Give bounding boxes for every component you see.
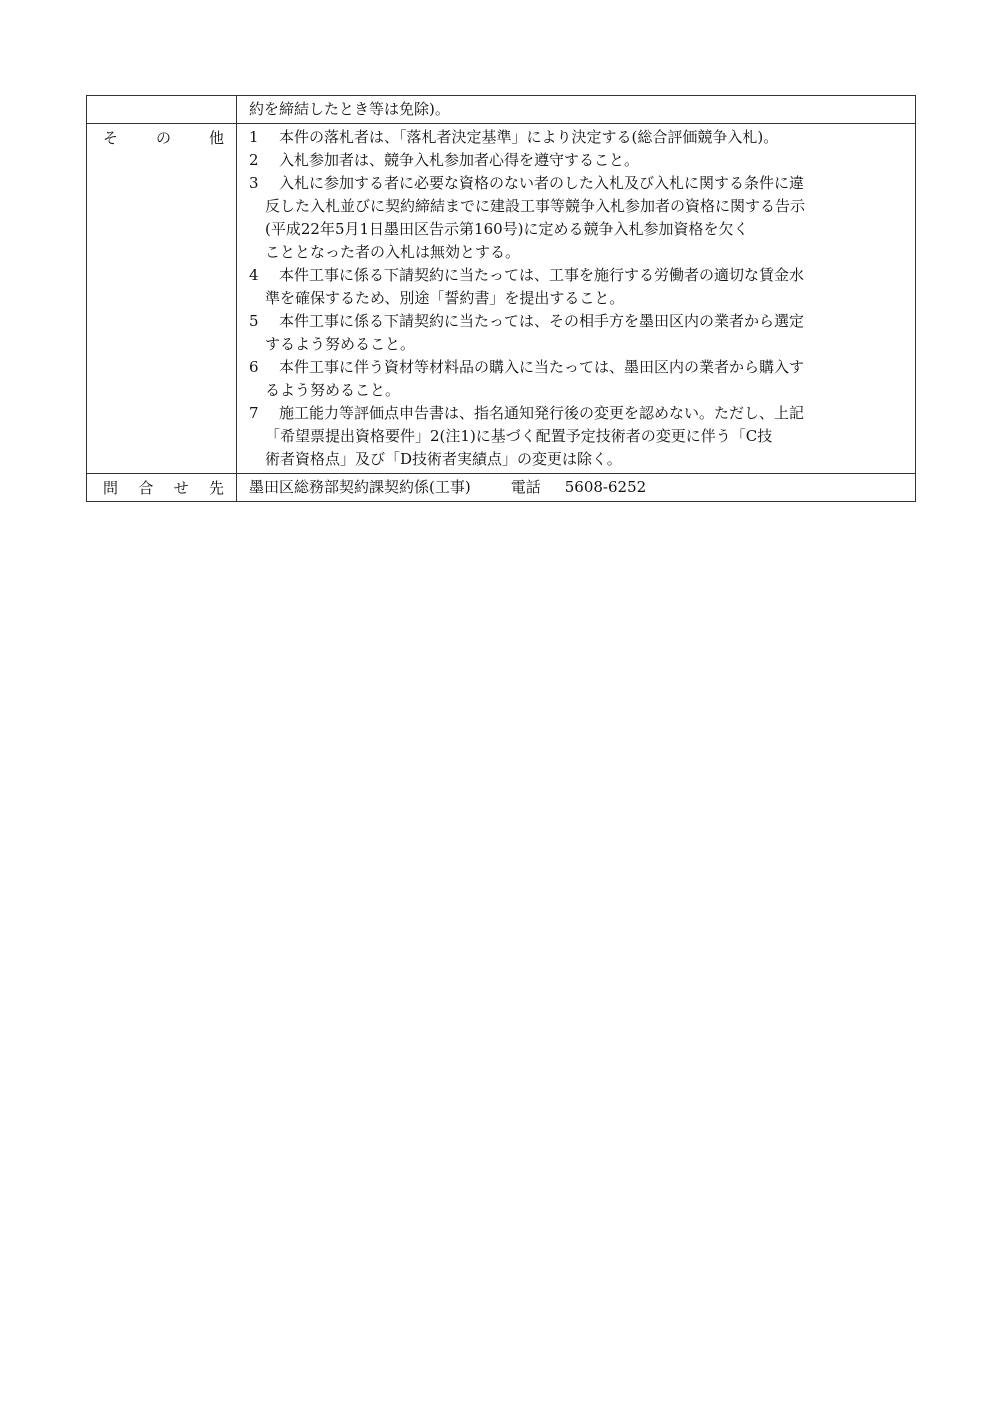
item-text: るよう努めること。 (265, 381, 401, 399)
item-number: 5 (249, 312, 259, 330)
list-item (249, 264, 907, 310)
label-cell-empty (87, 96, 237, 124)
label-char: せ (173, 479, 189, 497)
item-number: 1 (249, 128, 259, 146)
label-char: 先 (208, 479, 224, 497)
row-label-other (87, 124, 236, 150)
item-text: 入札参加者は、競争入札参加者心得を遵守すること。 (279, 151, 640, 169)
item-text: 反した入札並びに契約締結までに建設工事等競争入札参加者の資格に関する告示 (265, 197, 806, 215)
row-label (87, 96, 236, 122)
item-number: 4 (249, 266, 259, 284)
row-label-contact (87, 474, 236, 500)
item-number: 2 (249, 151, 259, 169)
item-text: 「希望票提出資格要件」2(注1)に基づく配置予定技術者の変更に伴う「C技 (265, 427, 773, 445)
item-text: するよう努めること。 (265, 335, 416, 353)
list-item (249, 310, 907, 356)
item-text: (平成22年5月1日墨田区告示第160号)に定める競争入札参加資格を欠く (265, 220, 749, 238)
continuation-text: 約を締結したとき等は免除)。 (249, 100, 450, 118)
table-row-continuation (87, 96, 916, 124)
continuation-cell (237, 96, 916, 124)
item-text: 本件工事に係る下請契約に当たっては、その相手方を墨田区内の業者から選定 (279, 312, 805, 330)
label-char: 他 (208, 129, 224, 147)
item-text: 本件工事に伴う資材等材料品の購入に当たっては、墨田区内の業者から購入す (279, 358, 805, 376)
item-text: 入札に参加する者に必要な資格のない者のした入札及び入札に関する条件に違 (279, 174, 805, 192)
item-text: 施工能力等評価点申告書は、指名通知発行後の変更を認めない。ただし、上記 (279, 404, 805, 422)
item-number: 6 (249, 358, 259, 376)
item-text: 術者資格点」及び「D技術者実績点」の変更は除く。 (265, 450, 622, 468)
list-item (249, 172, 907, 264)
item-number: 7 (249, 404, 259, 422)
label-cell-other (87, 124, 237, 474)
item-text: 準を確保するため、別途「誓約書」を提出すること。 (265, 289, 625, 307)
contact-phone-label: 電話 (510, 478, 541, 496)
contact-phone-number: 5608-6252 (564, 478, 647, 496)
label-char: そ (103, 129, 119, 147)
item-text: 本件工事に係る下請契約に当たっては、工事を施行する労働者の適切な賃金水 (279, 266, 805, 284)
table-row-contact (87, 474, 916, 502)
label-cell-contact (87, 474, 237, 502)
other-items-cell (237, 124, 916, 474)
item-text: こととなった者の入札は無効とする。 (265, 243, 521, 261)
document-table (86, 95, 916, 502)
list-item (249, 356, 907, 402)
list-item (249, 149, 907, 172)
label-char: 合 (138, 479, 154, 497)
label-char: の (155, 129, 171, 147)
contact-department: 墨田区総務部契約課契約係(工事) (249, 478, 471, 496)
item-number: 3 (249, 174, 259, 192)
list-item (249, 126, 907, 149)
list-item (249, 402, 907, 471)
label-char: 問 (103, 479, 119, 497)
table-row-other (87, 124, 916, 474)
contact-cell (237, 474, 916, 502)
item-text: 本件の落札者は、「落札者決定基準」により決定する(総合評価競争入札)。 (279, 128, 779, 146)
